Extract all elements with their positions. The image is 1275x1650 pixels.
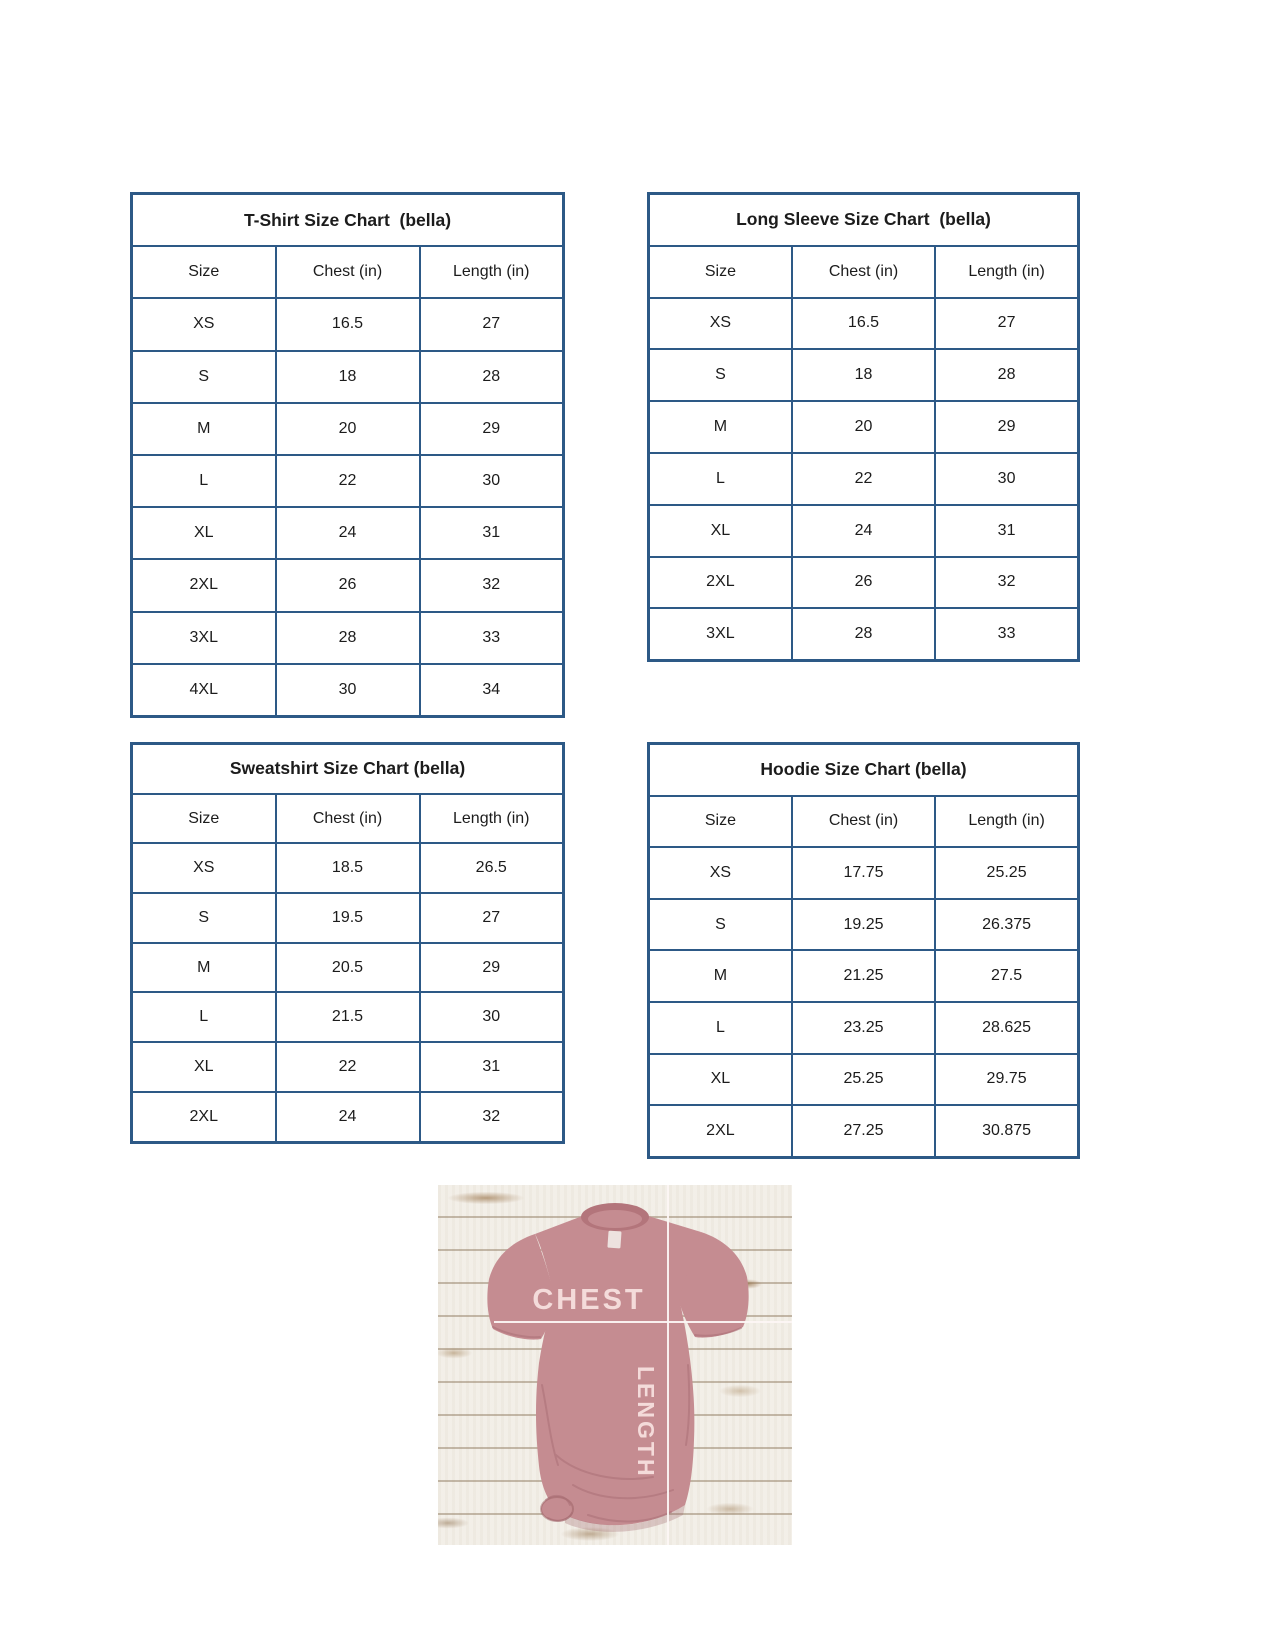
column-header: Length (in) [420, 794, 564, 844]
table-cell: 20 [276, 403, 420, 455]
table-row [132, 455, 564, 507]
table-header-row [649, 246, 1079, 298]
table-cell: 27 [420, 298, 564, 350]
table-cell: 19.5 [276, 893, 420, 943]
table-row [649, 899, 1079, 951]
table-cell: S [649, 899, 792, 951]
table-row [649, 847, 1079, 899]
table-cell: 29.75 [935, 1054, 1078, 1106]
table-cell: 34 [420, 664, 564, 717]
table-cell: 25.25 [935, 847, 1078, 899]
table-cell: L [649, 1002, 792, 1054]
table-row [132, 843, 564, 893]
column-header: Length (in) [935, 246, 1078, 298]
table-cell: 31 [420, 507, 564, 559]
table-cell: XS [649, 298, 792, 350]
column-header: Size [132, 246, 276, 298]
table-cell: 27.5 [935, 950, 1078, 1002]
column-header: Size [649, 246, 792, 298]
table-cell: 18.5 [276, 843, 420, 893]
table-cell: XS [132, 843, 276, 893]
table-cell: 33 [420, 612, 564, 664]
table-title: T-Shirt Size Chart (bella) [132, 194, 564, 247]
table-row [132, 351, 564, 403]
table-cell: 25.25 [792, 1054, 935, 1106]
table-cell: L [649, 453, 792, 505]
table-cell: XS [132, 298, 276, 350]
table-title: Sweatshirt Size Chart (bella) [132, 744, 564, 794]
table-title: Hoodie Size Chart (bella) [649, 744, 1079, 796]
table-cell: XL [132, 1042, 276, 1092]
table-cell: 4XL [132, 664, 276, 717]
table-cell: 29 [420, 403, 564, 455]
column-header: Size [649, 796, 792, 848]
size-guide-photo [438, 1185, 792, 1545]
table-cell: 29 [420, 943, 564, 993]
table-title-row [132, 744, 564, 794]
table-row [132, 507, 564, 559]
tshirt-collar-inner [588, 1210, 642, 1228]
table-cell: 21.5 [276, 992, 420, 1042]
column-header: Chest (in) [792, 796, 935, 848]
tshirt-neck-tag [607, 1231, 621, 1249]
table-cell: 2XL [132, 559, 276, 611]
table-row [132, 403, 564, 455]
table-row [649, 505, 1079, 557]
table-cell: 20 [792, 401, 935, 453]
table-cell: 28 [276, 612, 420, 664]
table-cell: 26 [276, 559, 420, 611]
table-cell: L [132, 455, 276, 507]
table-cell: 26 [792, 557, 935, 609]
table-cell: 24 [792, 505, 935, 557]
table-cell: M [649, 950, 792, 1002]
table-header-row [132, 246, 564, 298]
table-cell: 32 [420, 1092, 564, 1142]
table-cell: 16.5 [792, 298, 935, 350]
table-cell: 28.625 [935, 1002, 1078, 1054]
table-cell: 27 [420, 893, 564, 943]
table-cell: 2XL [649, 557, 792, 609]
table-cell: 18 [276, 351, 420, 403]
table-cell: S [649, 349, 792, 401]
table-row [649, 1105, 1079, 1157]
table-cell: 27 [935, 298, 1078, 350]
table-cell: 23.25 [792, 1002, 935, 1054]
table-row [649, 1054, 1079, 1106]
table-cell: 16.5 [276, 298, 420, 350]
table-row [132, 943, 564, 993]
tshirt-size-table [130, 192, 565, 718]
table-cell: M [132, 403, 276, 455]
table-cell: 2XL [132, 1092, 276, 1142]
table-cell: 19.25 [792, 899, 935, 951]
table-cell: 30 [276, 664, 420, 717]
table-cell: 20.5 [276, 943, 420, 993]
table-row [132, 1042, 564, 1092]
table-title-row [649, 744, 1079, 796]
length-label: LENGTH [633, 1366, 659, 1479]
length-measure-line [667, 1185, 669, 1545]
table-cell: 28 [935, 349, 1078, 401]
table-cell: 33 [935, 608, 1078, 660]
table-row [649, 950, 1079, 1002]
table-title-row [649, 194, 1079, 246]
table-row [649, 453, 1079, 505]
table-cell: 27.25 [792, 1105, 935, 1157]
table-cell: 32 [935, 557, 1078, 609]
column-header: Length (in) [935, 796, 1078, 848]
table-cell: 26.5 [420, 843, 564, 893]
table-cell: 28 [420, 351, 564, 403]
table-cell: XS [649, 847, 792, 899]
table-row [132, 298, 564, 350]
table-cell: 30 [420, 455, 564, 507]
table-row [649, 349, 1079, 401]
table-cell: 26.375 [935, 899, 1078, 951]
table-cell: 22 [276, 1042, 420, 1092]
table-cell: 30 [420, 992, 564, 1042]
table-row [132, 664, 564, 717]
table-row [132, 893, 564, 943]
table-cell: 22 [792, 453, 935, 505]
table-row [132, 992, 564, 1042]
table-row [649, 1002, 1079, 1054]
table-cell: 22 [276, 455, 420, 507]
table-cell: 3XL [132, 612, 276, 664]
table-cell: XL [649, 1054, 792, 1106]
table-cell: 30.875 [935, 1105, 1078, 1157]
table-row [649, 298, 1079, 350]
chest-label: CHEST [532, 1284, 646, 1316]
table-cell: L [132, 992, 276, 1042]
table-row [132, 559, 564, 611]
column-header: Size [132, 794, 276, 844]
table-cell: 28 [792, 608, 935, 660]
table-row [132, 612, 564, 664]
table-cell: 32 [420, 559, 564, 611]
table-row [649, 557, 1079, 609]
table-cell: 30 [935, 453, 1078, 505]
chest-measure-line [494, 1321, 792, 1323]
table-row [649, 401, 1079, 453]
table-cell: 31 [420, 1042, 564, 1092]
table-title-row [132, 194, 564, 247]
column-header: Chest (in) [276, 246, 420, 298]
table-cell: 17.75 [792, 847, 935, 899]
table-cell: 31 [935, 505, 1078, 557]
longsleeve-size-table [647, 192, 1080, 662]
tshirt-body [535, 1208, 701, 1526]
table-cell: S [132, 893, 276, 943]
table-row [649, 608, 1079, 660]
table-cell: 2XL [649, 1105, 792, 1157]
table-title: Long Sleeve Size Chart (bella) [649, 194, 1079, 246]
table-cell: 3XL [649, 608, 792, 660]
table-cell: 18 [792, 349, 935, 401]
table-cell: XL [649, 505, 792, 557]
table-cell: XL [132, 507, 276, 559]
sweatshirt-size-table [130, 742, 565, 1144]
table-cell: M [649, 401, 792, 453]
tshirt-graphic [438, 1185, 792, 1545]
table-cell: 24 [276, 507, 420, 559]
table-cell: M [132, 943, 276, 993]
table-cell: 24 [276, 1092, 420, 1142]
table-cell: S [132, 351, 276, 403]
table-header-row [649, 796, 1079, 848]
hoodie-size-table [647, 742, 1080, 1159]
column-header: Chest (in) [792, 246, 935, 298]
table-header-row [132, 794, 564, 844]
table-row [132, 1092, 564, 1142]
table-cell: 21.25 [792, 950, 935, 1002]
table-cell: 29 [935, 401, 1078, 453]
column-header: Chest (in) [276, 794, 420, 844]
column-header: Length (in) [420, 246, 564, 298]
